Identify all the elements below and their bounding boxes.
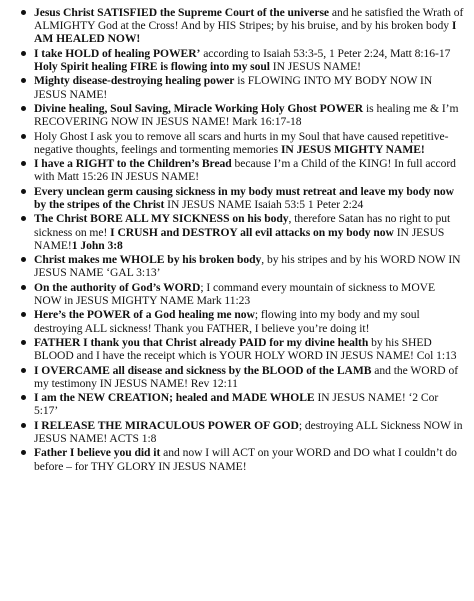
- declaration-list: [20, 6, 464, 473]
- regular-text: ; flowing into my body and my soul destroying ALL sickness! Thank you FATHER, I believe you’re doing it!: [34, 308, 420, 335]
- bold-text: Father I believe you did it: [34, 446, 161, 460]
- bold-text: Mighty disease-destroying healing power: [34, 74, 235, 88]
- regular-text: and the WORD of my testimony IN JESUS NAME! Rev 12:11: [34, 363, 459, 390]
- bold-text: I have a RIGHT to the Children’s Bread: [34, 157, 232, 171]
- bold-text: On the authority of God’s WORD: [34, 280, 201, 294]
- regular-text: is FLOWING INTO MY BODY NOW IN JESUS NAME!: [34, 74, 433, 101]
- regular-text: IN JESUS NAME!: [34, 225, 445, 252]
- declaration-item: [20, 157, 464, 183]
- declaration-item: [20, 185, 464, 211]
- declaration-item: [20, 253, 464, 279]
- regular-text: ; destroying ALL Sickness NOW in JESUS NAME! ACTS 1:8: [34, 418, 463, 445]
- bold-text: I OVERCAME all disease and sickness by the BLOOD of the LAMB: [34, 363, 372, 377]
- regular-text: Holy Ghost I ask you to remove all scars and hurts in my Soul that have caused repetitive-negative thoughts, feelings and tormenting memories: [34, 129, 449, 156]
- declaration-item: [20, 336, 464, 362]
- regular-text: because I’m a Child of the KING! In full accord with Matt 15:26 IN JESUS NAME!: [34, 157, 456, 184]
- bold-text: I CRUSH and DESTROY all evil attacks on my body now: [110, 225, 394, 239]
- bold-text: 1 John 3:8: [71, 238, 123, 252]
- declaration-item: [20, 281, 464, 307]
- bold-text: The Christ BORE ALL MY SICKNESS on his body: [34, 212, 289, 226]
- bold-text: FATHER I thank you that Christ already PAID for my divine health: [34, 335, 369, 349]
- regular-text: ; I command every mountain of sickness to MOVE NOW in JESUS MIGHTY NAME Mark 11:23: [34, 280, 435, 307]
- declaration-item: [20, 74, 464, 100]
- bold-text: Jesus Christ SATISFIED the Supreme Court of the universe: [34, 6, 329, 19]
- declaration-item: [20, 308, 464, 334]
- bold-text: Here’s the POWER of a God healing me now: [34, 308, 255, 322]
- regular-text: IN JESUS NAME! ‘2 Cor 5:17’: [34, 391, 439, 418]
- declaration-item: [20, 364, 464, 390]
- regular-text: , by his stripes and by his WORD NOW IN JESUS NAME ‘GAL 3:13’: [34, 253, 461, 280]
- declaration-item: [20, 47, 464, 73]
- bold-text: Divine healing, Soul Saving, Miracle Working Holy Ghost POWER: [34, 101, 364, 115]
- regular-text: IN JESUS NAME!: [269, 60, 361, 73]
- bold-text: Christ makes me WHOLE by his broken body: [34, 253, 262, 267]
- bold-text: Holy Spirit healing FIRE is flowing into my soul: [34, 60, 270, 73]
- regular-text: and now I will ACT on your WORD and DO what I couldn’t do before – for THY GLORY IN JESUS NAME!: [34, 446, 457, 473]
- declaration-item: [20, 130, 464, 156]
- declaration-item: [20, 391, 464, 417]
- declaration-item: [20, 102, 464, 128]
- regular-text: , therefore Satan has no right to put sickness on me!: [34, 212, 451, 239]
- bold-text: IN JESUS MIGHTY NAME!: [280, 142, 425, 156]
- declaration-item: [20, 446, 464, 472]
- regular-text: is healing me & I’m RECOVERING NOW IN JESUS NAME! Mark 16:17-18: [34, 101, 459, 129]
- regular-text: IN JESUS NAME Isaiah 53:5 1 Peter 2:24: [164, 197, 364, 211]
- bold-text: I am the NEW CREATION; healed and MADE WHOLE: [34, 391, 315, 405]
- regular-text: according to Isaiah 53:3-5, 1 Peter 2:24, Matt 8:16-17: [200, 46, 451, 60]
- declaration-item: [20, 6, 464, 46]
- bold-text: Every unclean germ causing sickness in my body must retreat and leave my body now by the stripes of the Christ: [34, 184, 454, 211]
- bold-text: I AM HEALED NOW!: [34, 19, 457, 46]
- bold-text: I RELEASE THE MIRACULOUS POWER OF GOD: [34, 418, 299, 432]
- regular-text: and he satisfied the Wrath of ALMIGHTY God at the Cross! And by HIS Stripes; by his bruise, and by his broken body: [34, 6, 464, 33]
- declaration-item: [20, 212, 464, 252]
- declaration-item: [20, 419, 464, 445]
- bold-text: I take HOLD of healing POWER’: [34, 46, 201, 60]
- regular-text: by his SHED BLOOD and I have the receipt which is YOUR HOLY WORD IN JESUS NAME! Col 1:13: [34, 335, 457, 363]
